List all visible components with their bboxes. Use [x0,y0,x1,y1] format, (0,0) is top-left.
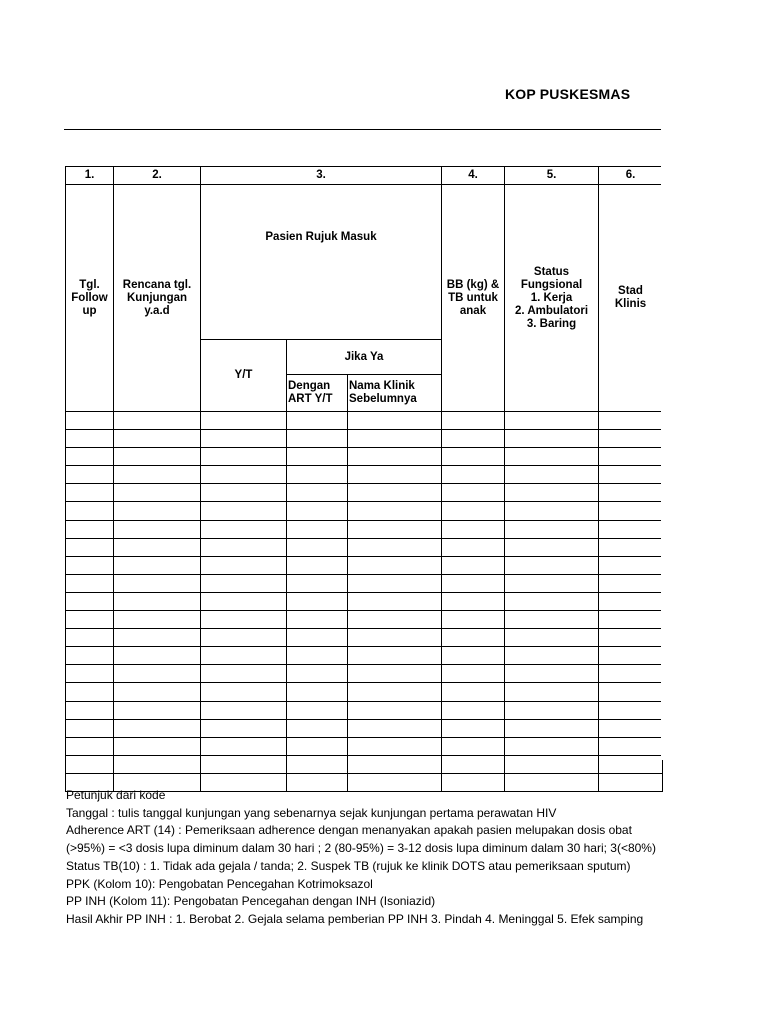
table-row [66,556,663,574]
table-cell [599,647,663,665]
table-row [66,665,663,683]
table-cell [201,755,287,773]
table-cell [599,611,663,629]
table-cell [66,538,114,556]
table-cell [114,647,201,665]
table-cell [348,701,442,719]
table-cell [114,611,201,629]
instructions-heading: Petunjuk dari kode [66,788,166,802]
table-cell [599,719,663,737]
instruction-line: PPK (Kolom 10): Pengobatan Pencegahan Kotrimoksazol [66,876,373,891]
instructions-section [66,787,661,929]
table-cell [201,611,287,629]
table-cell [505,755,599,773]
table-cell [599,556,663,574]
table-cell [287,466,348,484]
table-cell [505,592,599,610]
table-row [66,448,663,466]
table-cell [114,755,201,773]
table-cell [505,538,599,556]
table-cell [442,755,505,773]
header-yt: Y/T [201,340,287,412]
table-cell [505,466,599,484]
table-cell [114,412,201,430]
table-row [66,592,663,610]
instruction-line: Tanggal : tulis tanggal kunjungan yang sebenarnya sejak kunjungan pertama perawatan HIV [66,805,557,820]
table-cell [287,737,348,755]
table-cell [114,448,201,466]
table-cell [599,592,663,610]
table-cell [505,683,599,701]
table-cell [348,719,442,737]
table-cell [442,683,505,701]
table-row [66,430,663,448]
table-cell [505,647,599,665]
header-jika-ya: Jika Ya [287,340,442,375]
table-row [66,484,663,502]
table-cell [599,538,663,556]
table-cell [505,665,599,683]
table-cell [348,683,442,701]
table-cell [505,448,599,466]
table-cell [442,611,505,629]
table-cell [66,665,114,683]
table-cell [442,556,505,574]
table-cell [348,520,442,538]
table-row [66,466,663,484]
header-tgl-follow-up: Tgl. Follow up [66,185,114,412]
table-cell [287,719,348,737]
table-cell [114,629,201,647]
table-cell [114,556,201,574]
table-cell [287,430,348,448]
table-cell [66,430,114,448]
table-cell [66,556,114,574]
table-cell [505,556,599,574]
table-cell [505,629,599,647]
table-cell [442,737,505,755]
table-cell [599,737,663,755]
instruction-line: (>95%) = <3 dosis lupa diminum dalam 30 hari ; 2 (80-95%) = 3-12 dosis lupa diminum dalam 30 hari; 3(<80%) [66,841,656,856]
table-cell [201,430,287,448]
table-row [66,629,663,647]
table-cell [201,629,287,647]
table-cell [442,520,505,538]
table-cell [599,502,663,520]
table-cell [348,556,442,574]
col-number: 6. [599,167,663,185]
table-cell [348,448,442,466]
table-row [66,412,663,430]
table-cell [201,448,287,466]
page-title: KOP PUSKESMAS [505,86,631,102]
header-row [66,185,663,340]
table-cell [348,466,442,484]
header-nama-klinik: Nama Klinik Sebelumnya [348,375,442,412]
table-cell [66,683,114,701]
table-cell [348,665,442,683]
table-row [66,520,663,538]
table-cell [505,430,599,448]
table-row [66,538,663,556]
col-number: 1. [66,167,114,185]
table-cell [114,719,201,737]
follow-up-table [65,166,663,792]
table-cell [505,611,599,629]
table-cell [599,466,663,484]
table-cell [348,502,442,520]
table-cell [442,412,505,430]
table-cell [348,592,442,610]
table-cell [442,592,505,610]
header-dengan-art: Dengan ART Y/T [287,375,348,412]
table-cell [599,701,663,719]
col-number: 3. [201,167,442,185]
header-rencana-kunjungan: Rencana tgl. Kunjungan y.a.d [114,185,201,412]
header-bb-tb: BB (kg) & TB untuk anak [442,185,505,412]
table-cell [599,574,663,592]
table-cell [201,737,287,755]
table-cell [66,448,114,466]
table-cell [505,412,599,430]
table-row [66,719,663,737]
table-cell [287,520,348,538]
table-cell [66,466,114,484]
table-cell [348,647,442,665]
table-cell [348,538,442,556]
table-cell [114,592,201,610]
table-cell [66,520,114,538]
table-cell [442,430,505,448]
table-cell [114,430,201,448]
table-cell [442,448,505,466]
table-cell [287,412,348,430]
table-cell [287,611,348,629]
table-cell [599,412,663,430]
table-cell [287,448,348,466]
table-cell [442,629,505,647]
table-cell [201,683,287,701]
table-cell [505,701,599,719]
col-number: 2. [114,167,201,185]
table-cell [114,683,201,701]
table-cell [505,484,599,502]
table-cell [442,574,505,592]
table-cell [201,484,287,502]
table-row [66,755,663,773]
table-cell [114,665,201,683]
table-cell [287,538,348,556]
table-cell [201,538,287,556]
table-cell [348,611,442,629]
table-cell [114,574,201,592]
table-cell [201,502,287,520]
table-cell [201,701,287,719]
table-cell [442,466,505,484]
table-cell [287,647,348,665]
table-cell [66,701,114,719]
table-cell [114,466,201,484]
table-cell [66,502,114,520]
table-cell [442,719,505,737]
table-cell [599,448,663,466]
table-cell [66,412,114,430]
table-cell [66,737,114,755]
table-cell [348,412,442,430]
table-row [66,701,663,719]
col-number: 4. [442,167,505,185]
table-cell [201,719,287,737]
table-cell [201,647,287,665]
table-cell [599,484,663,502]
table-cell [348,755,442,773]
table-cell [114,502,201,520]
table-cell [287,592,348,610]
table-cell [287,701,348,719]
instruction-line: Adherence ART (14) : Pemeriksaan adherence dengan menanyakan apakah pasien melupakan dosis obat [66,823,632,838]
header-status-fungsional: Status Fungsional 1. Kerja 2. Ambulatori 3. Baring [505,185,599,412]
table-row [66,611,663,629]
table-row [66,737,663,755]
table-cell [201,556,287,574]
column-number-row [66,167,663,185]
table-cell [287,484,348,502]
table-row [66,502,663,520]
instruction-line: Status TB(10) : 1. Tidak ada gejala / tanda; 2. Suspek TB (rujuk ke klinik DOTS atau pemeriksaan sputum) [66,858,631,873]
table-cell [201,592,287,610]
table-cell [348,574,442,592]
table-cell [66,574,114,592]
table-cell [66,484,114,502]
table-cell [287,629,348,647]
table-cell [201,466,287,484]
table-cell [599,629,663,647]
table-row [66,574,663,592]
table-cell [442,484,505,502]
table-cell [201,665,287,683]
table-cell [505,737,599,755]
table-cell [599,430,663,448]
table-cell [505,502,599,520]
table-cell [442,665,505,683]
table-row [66,647,663,665]
instruction-line: Hasil Akhir PP INH : 1. Berobat 2. Gejala selama pemberian PP INH 3. Pindah 4. Meninggal 5. Efek samping [66,911,644,926]
header-pasien-rujuk-masuk: Pasien Rujuk Masuk [201,185,442,340]
table-cell [442,701,505,719]
table-cell [66,647,114,665]
table-cell [348,629,442,647]
table-cell [442,502,505,520]
table-cell [201,574,287,592]
table-cell [66,719,114,737]
table-cell [505,520,599,538]
table-row [66,683,663,701]
table-cell [66,592,114,610]
table-cell [287,755,348,773]
table-cell [348,737,442,755]
table-cell [114,701,201,719]
table-cell [505,574,599,592]
header-stad-klinis: Stad Klinis [599,185,663,412]
table-cell [348,484,442,502]
table-cell [442,538,505,556]
table-cell [114,538,201,556]
table-cell [114,484,201,502]
table-cell [66,755,114,773]
table-cell [442,647,505,665]
table-cell [287,556,348,574]
table-cell [287,683,348,701]
table-cell [287,502,348,520]
table-cell [599,755,663,773]
table-cell [348,430,442,448]
table-cell [287,574,348,592]
table-cell [201,520,287,538]
col-number: 5. [505,167,599,185]
table-cell [505,719,599,737]
table-cell [66,629,114,647]
table-cell [599,520,663,538]
table-cell [287,665,348,683]
header-divider [64,129,661,130]
table-cell [201,412,287,430]
table-cell [66,611,114,629]
table-cell [114,737,201,755]
table-cell [114,520,201,538]
page-edge-mask [661,160,768,760]
instruction-line: PP INH (Kolom 11): Pengobatan Pencegahan dengan INH (Isoniazid) [66,894,436,909]
table-cell [599,665,663,683]
table-cell [599,683,663,701]
